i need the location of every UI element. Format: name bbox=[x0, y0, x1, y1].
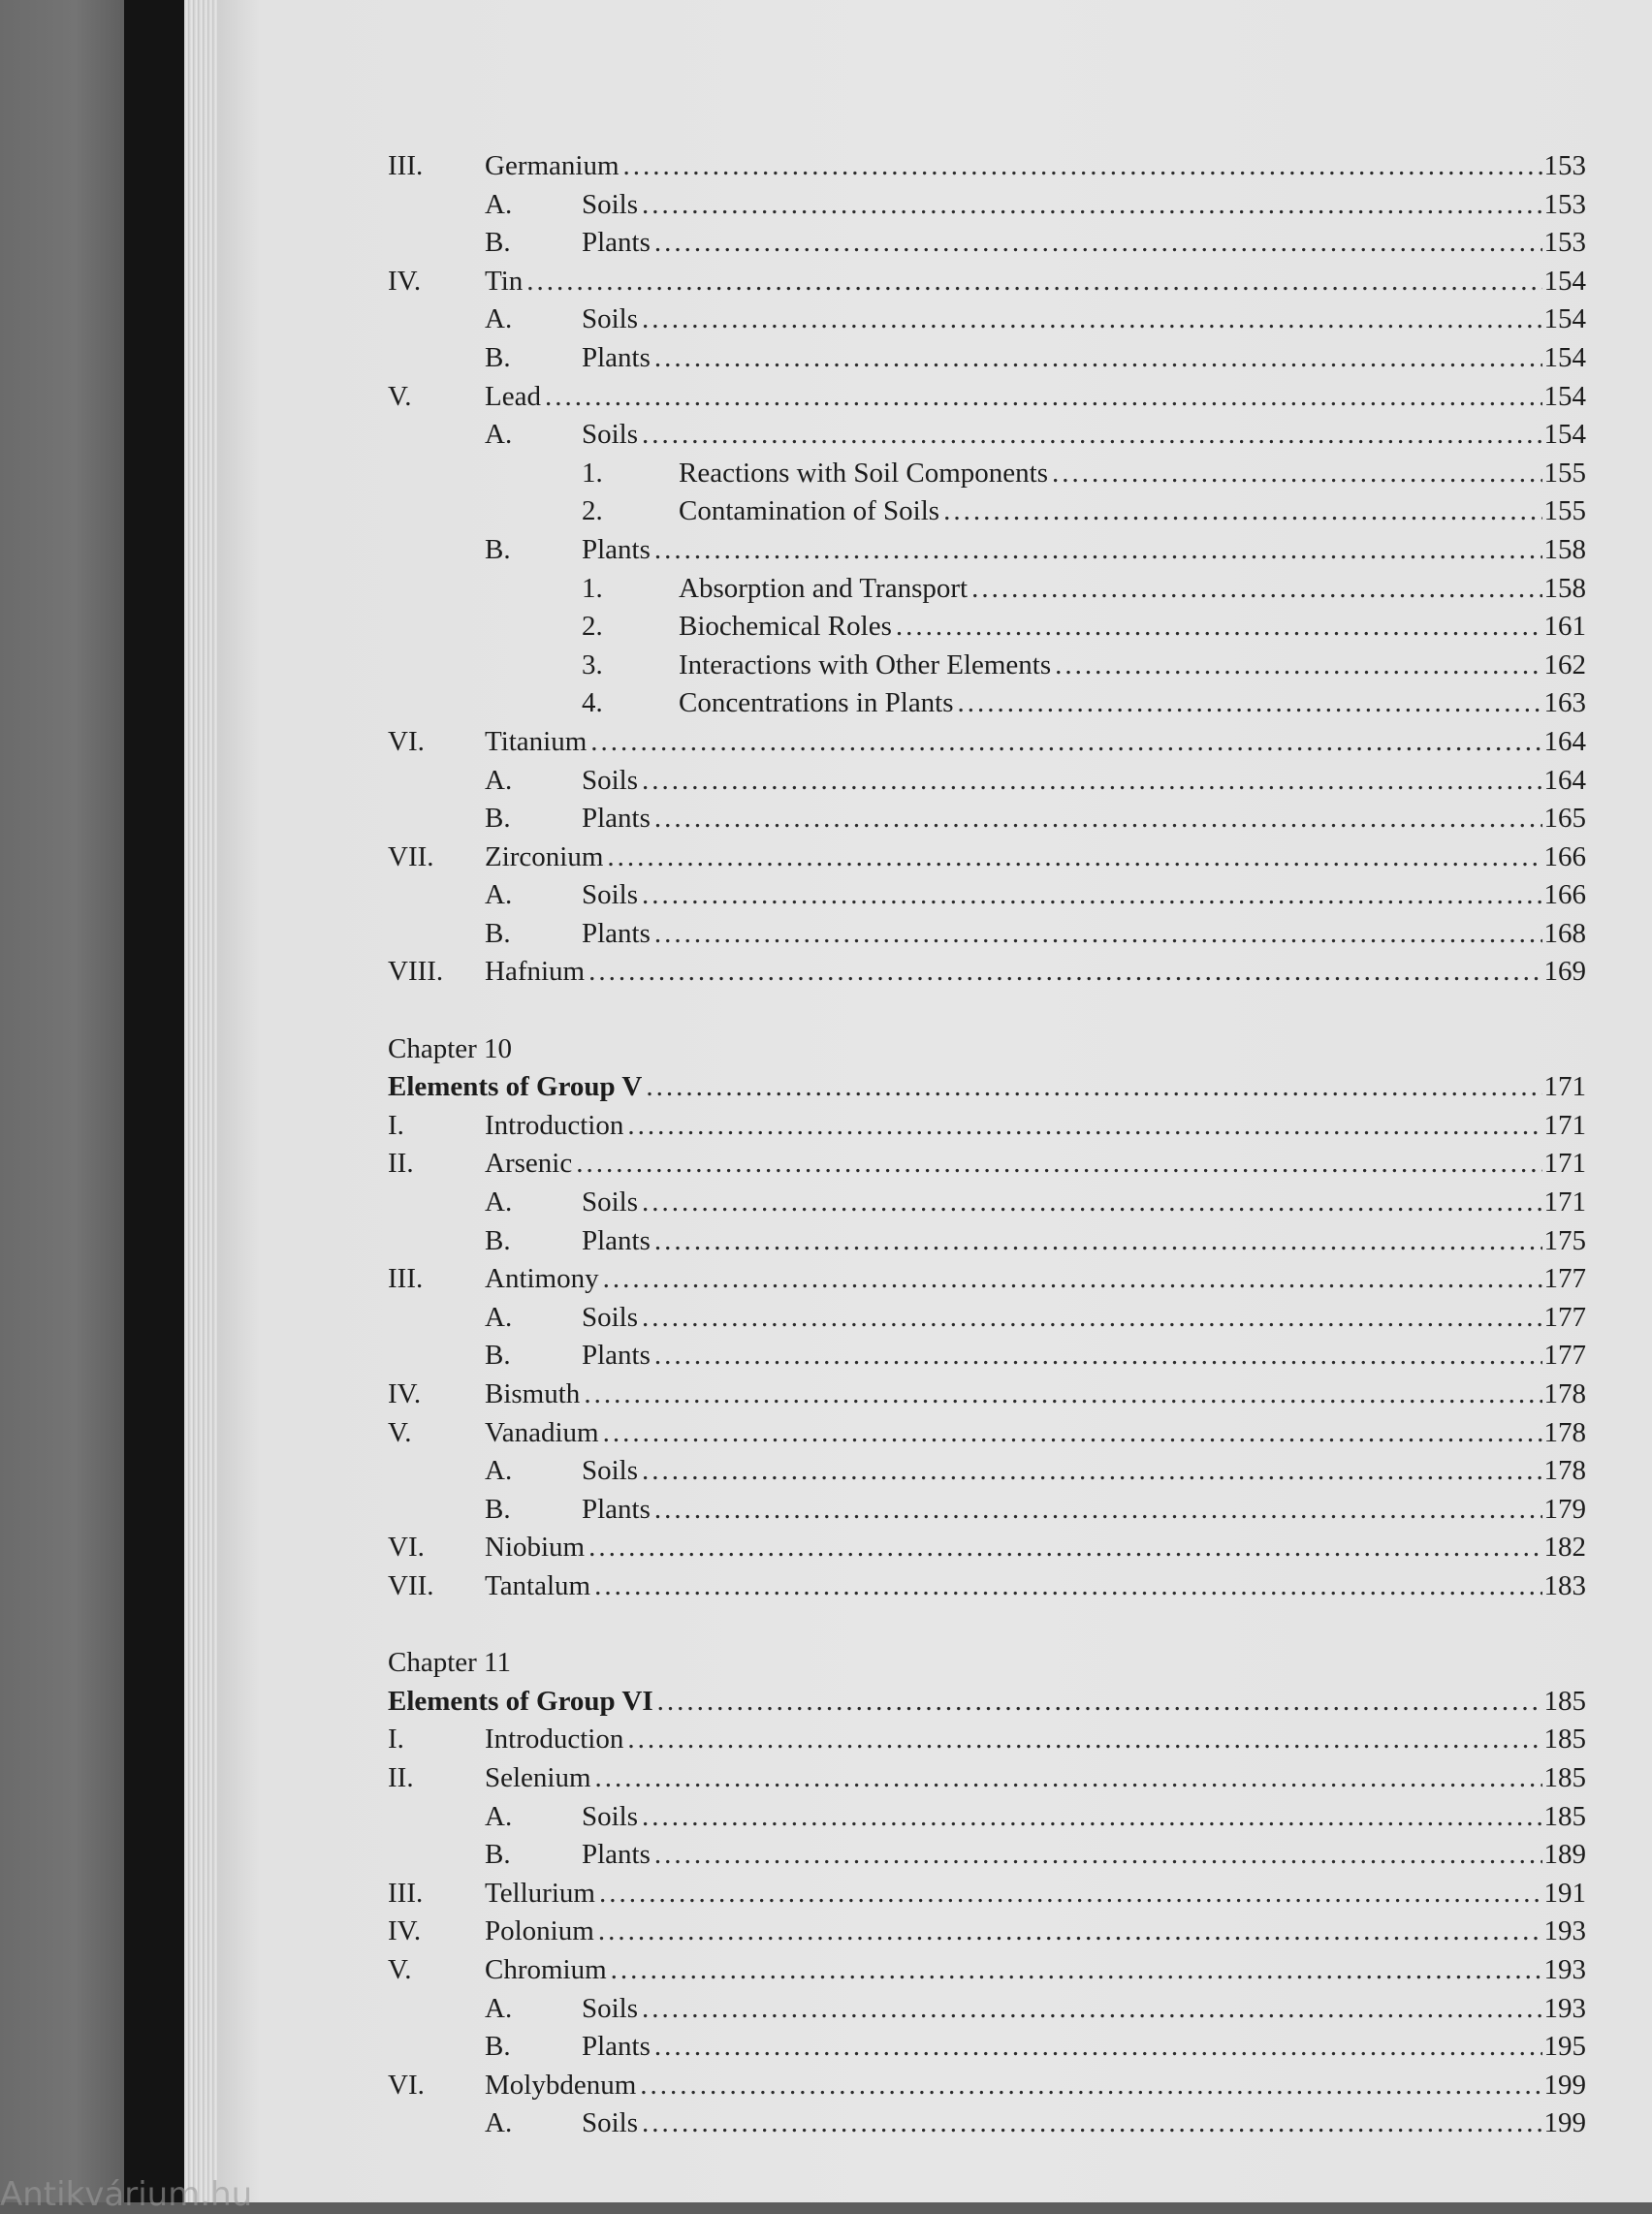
entry-title: Soils bbox=[582, 1992, 639, 2024]
entry-title: Arsenic bbox=[485, 1148, 573, 1180]
entry-number: B. bbox=[485, 2031, 511, 2063]
entry-title: Soils bbox=[582, 1455, 639, 1487]
dot-leader bbox=[642, 1798, 1541, 1837]
entry-number: 1. bbox=[582, 457, 603, 489]
entry-title: Plants bbox=[582, 1839, 651, 1871]
dot-leader bbox=[943, 492, 1541, 531]
entry-number: I. bbox=[388, 1109, 404, 1141]
entry-number: V. bbox=[388, 380, 412, 412]
entry-page-number: 162 bbox=[1543, 648, 1586, 680]
toc-entry bbox=[388, 953, 1586, 992]
dot-leader bbox=[603, 1414, 1542, 1453]
toc-entry bbox=[388, 1913, 1586, 1951]
entry-title: Vanadium bbox=[485, 1416, 599, 1448]
entry-page-number: 175 bbox=[1543, 1224, 1586, 1256]
entry-page-number: 171 bbox=[1543, 1148, 1586, 1180]
table-of-contents bbox=[388, 147, 1586, 2143]
entry-number: 2. bbox=[582, 495, 603, 527]
entry-page-number: 153 bbox=[1543, 188, 1586, 220]
entry-number: II. bbox=[388, 1761, 414, 1793]
dot-leader bbox=[576, 1145, 1541, 1184]
entry-title: Soils bbox=[582, 1800, 639, 1832]
entry-page-number: 169 bbox=[1543, 956, 1586, 988]
entry-page-number: 178 bbox=[1543, 1455, 1586, 1487]
entry-title: Absorption and Transport bbox=[679, 572, 969, 604]
toc-section-top bbox=[388, 147, 1586, 992]
entry-page-number: 177 bbox=[1543, 1263, 1586, 1295]
entry-number: IV. bbox=[388, 265, 422, 297]
entry-page-number: 177 bbox=[1543, 1301, 1586, 1333]
entry-page-number: 171 bbox=[1543, 1186, 1586, 1218]
toc-entry bbox=[388, 1184, 1586, 1222]
dot-leader bbox=[642, 1299, 1541, 1338]
toc-entry bbox=[388, 2028, 1586, 2067]
toc-entry bbox=[388, 1759, 1586, 1798]
entry-number: B. bbox=[485, 1224, 511, 1256]
dot-leader bbox=[1055, 647, 1541, 685]
dot-leader bbox=[654, 339, 1542, 378]
entry-number: III. bbox=[388, 150, 424, 181]
toc-entry bbox=[388, 1491, 1586, 1530]
entry-title: Plants bbox=[582, 533, 651, 565]
toc-entry bbox=[388, 1145, 1586, 1184]
chapter-page-number: 171 bbox=[1543, 1071, 1586, 1103]
entry-number: VIII. bbox=[388, 956, 444, 988]
dot-leader bbox=[642, 2104, 1541, 2143]
entry-number: B. bbox=[485, 533, 511, 565]
entry-title: Plants bbox=[582, 1340, 651, 1372]
entry-number: II. bbox=[388, 1148, 414, 1180]
toc-entry bbox=[388, 1836, 1586, 1875]
entry-page-number: 193 bbox=[1543, 1953, 1586, 1985]
toc-entry bbox=[388, 186, 1586, 225]
entry-title: Lead bbox=[485, 380, 541, 412]
entry-page-number: 154 bbox=[1543, 419, 1586, 451]
entry-page-number: 185 bbox=[1543, 1800, 1586, 1832]
toc-entry bbox=[388, 339, 1586, 378]
dot-leader bbox=[588, 1529, 1541, 1567]
entry-number: A. bbox=[485, 1992, 513, 2024]
entry-page-number: 178 bbox=[1543, 1378, 1586, 1409]
dot-leader bbox=[1052, 455, 1541, 493]
toc-entry bbox=[388, 1376, 1586, 1414]
entry-number: VII. bbox=[388, 1569, 434, 1601]
entry-page-number: 183 bbox=[1543, 1569, 1586, 1601]
entry-page-number: 153 bbox=[1543, 150, 1586, 181]
entry-title: Plants bbox=[582, 2031, 651, 2063]
dot-leader bbox=[627, 1721, 1541, 1759]
entry-page-number: 158 bbox=[1543, 572, 1586, 604]
toc-entry bbox=[388, 1875, 1586, 1914]
entry-page-number: 171 bbox=[1543, 1109, 1586, 1141]
entry-page-number: 154 bbox=[1543, 303, 1586, 335]
entry-title: Soils bbox=[582, 1186, 639, 1218]
dot-leader bbox=[599, 1875, 1542, 1914]
entry-title: Reactions with Soil Components bbox=[679, 457, 1049, 489]
entry-page-number: 154 bbox=[1543, 265, 1586, 297]
entry-number: VI. bbox=[388, 2069, 425, 2101]
dot-leader bbox=[595, 1759, 1542, 1798]
entry-title: Introduction bbox=[485, 1109, 624, 1141]
entry-page-number: 163 bbox=[1543, 687, 1586, 719]
dot-leader bbox=[642, 1184, 1541, 1222]
entry-number: A. bbox=[485, 879, 513, 911]
dot-leader bbox=[623, 147, 1542, 186]
entry-number: B. bbox=[485, 803, 511, 835]
toc-entry bbox=[388, 2104, 1586, 2143]
entry-title: Chromium bbox=[485, 1953, 607, 1985]
entry-page-number: 195 bbox=[1543, 2031, 1586, 2063]
entry-title: Hafnium bbox=[485, 956, 586, 988]
entry-page-number: 168 bbox=[1543, 917, 1586, 949]
entry-number: B. bbox=[485, 917, 511, 949]
chapter-title: Elements of Group V bbox=[388, 1071, 643, 1103]
entry-page-number: 155 bbox=[1543, 495, 1586, 527]
entry-page-number: 185 bbox=[1543, 1724, 1586, 1755]
entry-page-number: 153 bbox=[1543, 227, 1586, 259]
entry-title: Contamination of Soils bbox=[679, 495, 940, 527]
dot-leader bbox=[545, 378, 1542, 417]
toc-entry bbox=[388, 1337, 1586, 1376]
entry-title: Soils bbox=[582, 419, 639, 451]
entry-number: VII. bbox=[388, 840, 434, 872]
dot-leader bbox=[603, 1260, 1542, 1299]
dot-leader bbox=[642, 186, 1541, 225]
dot-leader bbox=[642, 876, 1541, 915]
entry-title: Soils bbox=[582, 1301, 639, 1333]
entry-title: Soils bbox=[582, 188, 639, 220]
toc-entry bbox=[388, 876, 1586, 915]
chapter-page-number: 185 bbox=[1543, 1685, 1586, 1717]
entry-title: Tin bbox=[485, 265, 524, 297]
dot-leader bbox=[642, 1990, 1541, 2029]
toc-entry bbox=[388, 723, 1586, 762]
entry-page-number: 189 bbox=[1543, 1839, 1586, 1871]
toc-entry bbox=[388, 1299, 1586, 1338]
entry-title: Polonium bbox=[485, 1915, 594, 1947]
toc-entry bbox=[388, 2067, 1586, 2105]
entry-number: 1. bbox=[582, 572, 603, 604]
entry-title: Titanium bbox=[485, 725, 588, 757]
entry-number: 2. bbox=[582, 611, 603, 643]
dot-leader bbox=[971, 570, 1541, 609]
toc-entry bbox=[388, 1452, 1586, 1491]
entry-title: Biochemical Roles bbox=[679, 611, 892, 643]
dot-leader bbox=[642, 300, 1541, 339]
entry-number: 3. bbox=[582, 648, 603, 680]
entry-title: Niobium bbox=[485, 1532, 586, 1564]
toc-entry bbox=[388, 1721, 1586, 1759]
dot-leader bbox=[654, 531, 1542, 570]
dot-leader bbox=[642, 1452, 1541, 1491]
entry-number: A. bbox=[485, 2107, 513, 2139]
entry-number: I. bbox=[388, 1724, 404, 1755]
dot-leader bbox=[627, 1107, 1541, 1146]
entry-title: Interactions with Other Elements bbox=[679, 648, 1052, 680]
entry-page-number: 185 bbox=[1543, 1761, 1586, 1793]
toc-entry bbox=[388, 1107, 1586, 1146]
entry-title: Plants bbox=[582, 1493, 651, 1525]
toc-entry bbox=[388, 762, 1586, 801]
toc-entry bbox=[388, 224, 1586, 263]
entry-page-number: 177 bbox=[1543, 1340, 1586, 1372]
chapter-title: Elements of Group VI bbox=[388, 1685, 653, 1717]
entry-number: III. bbox=[388, 1263, 424, 1295]
dot-leader bbox=[654, 1337, 1542, 1376]
watermark: Antikvárium.hu bbox=[0, 2175, 253, 2214]
toc-entry bbox=[388, 147, 1586, 186]
toc-entry bbox=[388, 1414, 1586, 1453]
entry-page-number: 193 bbox=[1543, 1992, 1586, 2024]
dot-leader bbox=[896, 608, 1542, 647]
entry-number: B. bbox=[485, 227, 511, 259]
dot-leader bbox=[584, 1376, 1541, 1414]
entry-page-number: 155 bbox=[1543, 457, 1586, 489]
toc-entry bbox=[388, 1990, 1586, 2029]
toc-entry bbox=[388, 1529, 1586, 1567]
entry-page-number: 179 bbox=[1543, 1493, 1586, 1525]
entry-page-number: 166 bbox=[1543, 879, 1586, 911]
toc-entry bbox=[388, 1260, 1586, 1299]
dot-leader bbox=[640, 2067, 1541, 2105]
entry-number: A. bbox=[485, 1301, 513, 1333]
toc-entry bbox=[388, 647, 1586, 685]
entry-number: A. bbox=[485, 419, 513, 451]
entry-page-number: 154 bbox=[1543, 380, 1586, 412]
entry-number: IV. bbox=[388, 1378, 422, 1409]
toc-entry bbox=[388, 531, 1586, 570]
entry-title: Concentrations in Plants bbox=[679, 687, 954, 719]
entry-page-number: 199 bbox=[1543, 2069, 1586, 2101]
entry-title: Plants bbox=[582, 341, 651, 373]
table-surface bbox=[0, 0, 136, 2202]
entry-number: A. bbox=[485, 1186, 513, 1218]
entry-number: IV. bbox=[388, 1915, 422, 1947]
toc-entry bbox=[388, 300, 1586, 339]
toc-entry bbox=[388, 915, 1586, 954]
toc-entry bbox=[388, 1798, 1586, 1837]
toc-entry bbox=[388, 570, 1586, 609]
toc-entry bbox=[388, 608, 1586, 647]
entry-number: VI. bbox=[388, 1532, 425, 1564]
entry-title: Plants bbox=[582, 227, 651, 259]
entry-page-number: 165 bbox=[1543, 803, 1586, 835]
entry-title: Soils bbox=[582, 879, 639, 911]
dot-leader bbox=[654, 1836, 1542, 1875]
toc-entry bbox=[388, 455, 1586, 493]
entry-title: Zirconium bbox=[485, 840, 604, 872]
entry-page-number: 178 bbox=[1543, 1416, 1586, 1448]
entry-page-number: 161 bbox=[1543, 611, 1586, 643]
entry-number: III. bbox=[388, 1877, 424, 1909]
entry-number: V. bbox=[388, 1953, 412, 1985]
toc-entry bbox=[388, 684, 1586, 723]
chapter-10-heading bbox=[388, 1068, 1586, 1107]
entry-page-number: 154 bbox=[1543, 341, 1586, 373]
entry-page-number: 182 bbox=[1543, 1532, 1586, 1564]
toc-entry bbox=[388, 1567, 1586, 1606]
entry-page-number: 199 bbox=[1543, 2107, 1586, 2139]
toc-entry bbox=[388, 492, 1586, 531]
dot-leader bbox=[588, 953, 1541, 992]
entry-page-number: 164 bbox=[1543, 725, 1586, 757]
dot-leader bbox=[607, 838, 1541, 877]
entry-number: A. bbox=[485, 1800, 513, 1832]
entry-title: Soils bbox=[582, 764, 639, 796]
dot-leader bbox=[654, 1491, 1542, 1530]
toc-entry bbox=[388, 800, 1586, 838]
entry-number: A. bbox=[485, 764, 513, 796]
entry-number: A. bbox=[485, 1455, 513, 1487]
entry-number: VI. bbox=[388, 725, 425, 757]
dot-leader bbox=[654, 800, 1542, 838]
dot-leader bbox=[594, 1567, 1541, 1606]
toc-entry bbox=[388, 378, 1586, 417]
entry-title: Introduction bbox=[485, 1724, 624, 1755]
entry-page-number: 193 bbox=[1543, 1915, 1586, 1947]
entry-title: Tantalum bbox=[485, 1569, 591, 1601]
dot-leader bbox=[654, 224, 1542, 263]
entry-title: Antimony bbox=[485, 1263, 599, 1295]
entry-title: Bismuth bbox=[485, 1378, 581, 1409]
chapter-11-label: Chapter 11 bbox=[388, 1647, 511, 1679]
entry-title: Selenium bbox=[485, 1761, 591, 1793]
dot-leader bbox=[654, 2028, 1542, 2067]
entry-title: Plants bbox=[582, 917, 651, 949]
entry-page-number: 191 bbox=[1543, 1877, 1586, 1909]
entry-page-number: 158 bbox=[1543, 533, 1586, 565]
chapter-11-heading bbox=[388, 1683, 1586, 1722]
dot-leader bbox=[958, 684, 1542, 723]
dot-leader bbox=[654, 915, 1542, 954]
dot-leader bbox=[590, 723, 1541, 762]
dot-leader bbox=[611, 1951, 1542, 1990]
entry-title: Soils bbox=[582, 2107, 639, 2139]
dot-leader bbox=[654, 1222, 1542, 1261]
toc-entry bbox=[388, 1951, 1586, 1990]
toc-entry bbox=[388, 416, 1586, 455]
entry-number: B. bbox=[485, 1839, 511, 1871]
toc-chapter-10-entries bbox=[388, 1107, 1586, 1606]
toc-entry bbox=[388, 263, 1586, 301]
dot-leader bbox=[598, 1913, 1542, 1951]
entry-title: Plants bbox=[582, 1224, 651, 1256]
entry-number: A. bbox=[485, 188, 513, 220]
book-cover-edge bbox=[124, 0, 184, 2202]
entry-page-number: 164 bbox=[1543, 764, 1586, 796]
entry-title: Soils bbox=[582, 303, 639, 335]
entry-title: Tellurium bbox=[485, 1877, 595, 1909]
toc-chapter-11-entries bbox=[388, 1721, 1586, 2143]
page-edges bbox=[184, 0, 217, 2202]
entry-title: Plants bbox=[582, 803, 651, 835]
toc-entry bbox=[388, 838, 1586, 877]
entry-number: B. bbox=[485, 341, 511, 373]
chapter-10-label: Chapter 10 bbox=[388, 1032, 513, 1064]
dot-leader bbox=[526, 263, 1541, 301]
entry-page-number: 166 bbox=[1543, 840, 1586, 872]
dot-leader bbox=[642, 762, 1541, 801]
entry-number: 4. bbox=[582, 687, 603, 719]
entry-title: Molybdenum bbox=[485, 2069, 637, 2101]
entry-number: V. bbox=[388, 1416, 412, 1448]
entry-number: B. bbox=[485, 1493, 511, 1525]
toc-entry bbox=[388, 1222, 1586, 1261]
entry-number: A. bbox=[485, 303, 513, 335]
entry-number: B. bbox=[485, 1340, 511, 1372]
dot-leader bbox=[642, 416, 1541, 455]
entry-title: Germanium bbox=[485, 150, 620, 181]
